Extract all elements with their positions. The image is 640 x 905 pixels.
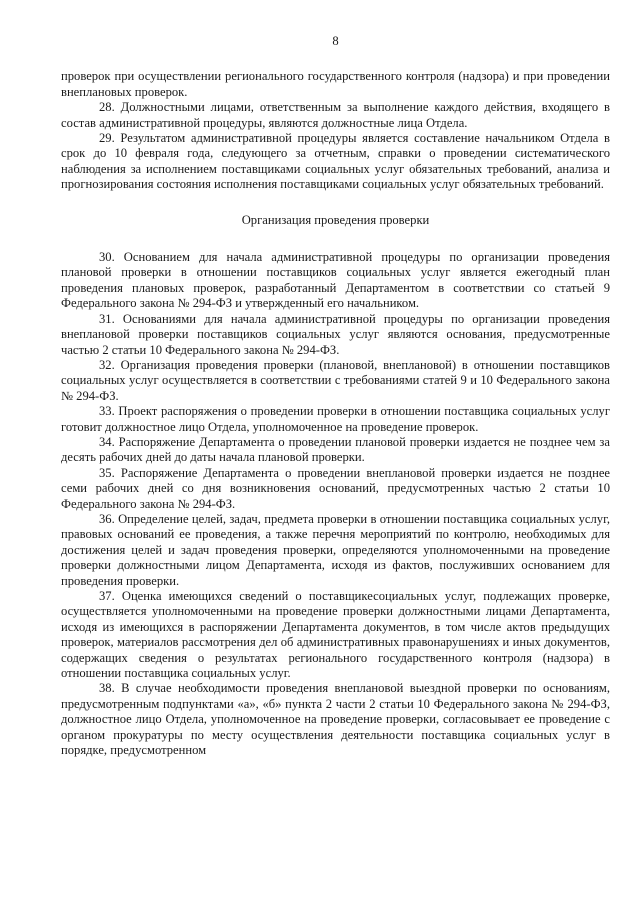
paragraph-38: 38. В случае необходимости проведения внеплановой выездной проверки по основаниям, предусмотренным подпунктами «а», «б» пункта 2 части 2 статьи 10 Федерального закона № 294-ФЗ, должностное лицо Отдела, уполномоченное на проведение проверки, согласовывает ее проведение с органом прокуратуры по месту осуществления деятельности поставщика социальных услуг в порядке, предусмотренном	[61, 681, 610, 758]
paragraph-35: 35. Распоряжение Департамента о проведении внеплановой проверки издается не позднее семи рабочих дней со дня возникновения оснований, предусмотренных частью 2 статьи 10 Федерального закона № 294-ФЗ.	[61, 465, 610, 511]
page-number: 8	[332, 34, 339, 48]
paragraph-29: 29. Результатом административной процедуры является составление начальником Отдела в срок до 10 февраля года, следующего за отчетным, справки о проведении систематического наблюдения за исполнением поставщиками социальных услуг обязательных требований, анализа и прогнозирования состояния исполнения поставщиками социальных услуг обязательных требований.	[61, 131, 610, 192]
section-heading: Организация проведения проверки	[241, 212, 430, 227]
paragraph-33: 33. Проект распоряжения о проведении проверки в отношении поставщика социальных услуг готовит должностное лицо Отдела, уполномоченное на проведение проверок.	[61, 404, 610, 434]
paragraph-30: 30. Основанием для начала административной процедуры по организации проведения плановой проверки в отношении поставщиков социальных услуг является ежегодный план проведения плановых проверок, разработанный Департаментом в соответствии со статьей 9 Федерального закона № 294-ФЗ и утвержденный его начальником.	[61, 250, 610, 311]
paragraph-32: 32. Организация проведения проверки (плановой, внеплановой) в отношении поставщиков социальных услуг осуществляется в соответствии с требованиями статей 9 и 10 Федерального закона № 294-ФЗ.	[61, 357, 610, 403]
paragraph-28: 28. Должностными лицами, ответственным за выполнение каждого действия, входящего в состав административной процедуры, являются должностные лица Отдела.	[61, 100, 610, 130]
paragraph-continued: проверок при осуществлении регионального государственного контроля (надзора) и при проведении внеплановых проверок.	[61, 69, 610, 99]
paragraph-31: 31. Основаниями для начала административной процедуры по организации проведения внеплановой проверки поставщиков социальных услуг являются основания, предусмотренные частью 2 статьи 10 Федерального закона № 294-ФЗ.	[61, 311, 610, 357]
paragraph-34: 34. Распоряжение Департамента о проведении плановой проверки издается не позднее чем за десять рабочих дней до даты начала плановой проверки.	[61, 434, 610, 465]
paragraph-37: 37. Оценка имеющихся сведений о поставщикесоциальных услуг, подлежащих проверке, осуществляется уполномоченными на проведение проверки должностными лицами Департамента, исходя из имеющихся в распоряжении Департамента документов, в том числе актов предыдущих проверок, материалов рассмотрения дел об административных правонарушениях и иных документов, содержащих сведения о результатах регионального государственного контроля (надзора) в отношении поставщика социальных услуг.	[61, 589, 610, 681]
paragraph-36: 36. Определение целей, задач, предмета проверки в отношении поставщика социальных услуг, правовых оснований ее проведения, а также перечня мероприятий по контролю, необходимых для достижения целей и задач проведения проверки, определяются уполномоченными на проведение проверки должностными лицом Департамента, исходя из фактов, послуживших основанием для проведения проверки.	[61, 511, 610, 588]
